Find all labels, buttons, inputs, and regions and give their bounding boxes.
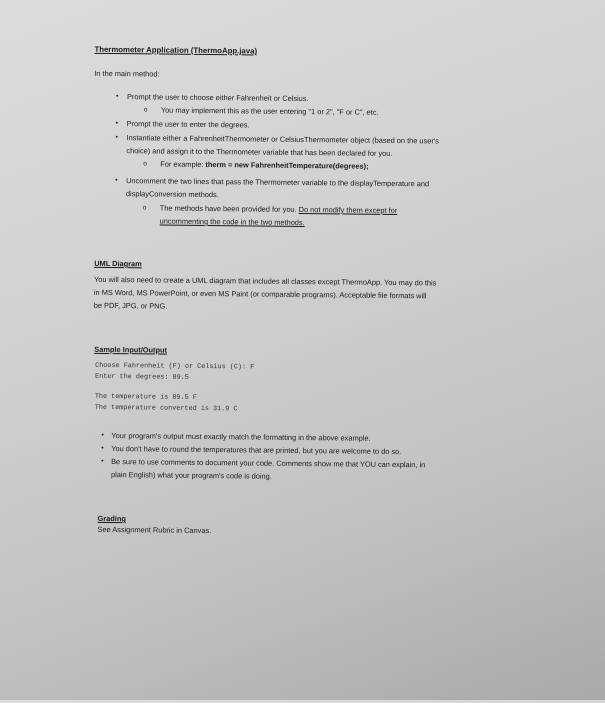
list-item-choose-scale: Prompt the user to choose either Fahrenheit or Celsius.: [126, 92, 309, 104]
example-prefix: For example:: [160, 159, 206, 169]
bullet-marker: •: [101, 444, 104, 452]
uml-heading: UML Diagram: [94, 258, 142, 269]
bullet-marker: •: [115, 120, 119, 128]
bullet-marker: •: [101, 431, 104, 439]
list-item-uncomment-line2: displayConversion methods.: [125, 189, 219, 200]
note-exact-format: Your program's output must exactly match the formatting in the above example.: [111, 431, 371, 443]
sub-bullet-marker: o: [143, 160, 147, 168]
grading-text: See Assignment Rubric in Canvas.: [97, 524, 212, 536]
intro-text: In the main method:: [94, 68, 160, 79]
sample-code-line2: Enter the degrees: 89.5: [95, 372, 189, 382]
uml-text-line2: in MS Word, MS PowerPoint, or even MS Paint (or comparable programs). Acceptable file formats will: [93, 287, 427, 301]
sub-bullet-marker: o: [143, 106, 148, 114]
list-item-enter-degrees: Prompt the user to enter the degrees.: [126, 119, 250, 130]
sample-code-line4: The temperature converted is 31.9 C: [94, 403, 238, 414]
bullet-marker: •: [101, 457, 104, 465]
sub-item-methods-note-line2: uncommenting the code in the two methods.: [159, 216, 305, 228]
sample-code-line3: The temperature is 89.5 F: [94, 392, 197, 402]
bullet-marker: •: [115, 93, 119, 101]
uml-text-line1: You will also need to create a UML diagram that includes all classes except ThermoApp. You may do this: [94, 274, 437, 288]
sample-code-line1: Choose Fahrenheit (F) or Celsius (C): F: [95, 361, 255, 372]
sub-bullet-marker: o: [142, 204, 147, 212]
note-comments-line2: plain English) what your program's code is doing.: [110, 470, 272, 481]
list-item-instantiate-line1: Instantiate either a FahrenheitThermometer or CelsiusThermometer object (based on the user's: [126, 133, 439, 146]
grading-heading: Grading: [97, 513, 126, 524]
list-item-instantiate-line2: choice) and assign it to the Thermometer variable that has been declared for you.: [126, 146, 393, 158]
note-comments-line1: Be sure to use comments to document your code. Comments show me that YOU can explain, in: [111, 457, 426, 470]
list-item-uncomment-line1: Uncomment the two lines that pass the Thermometer variable to the displayTemperature and: [126, 176, 430, 189]
methods-note-underlined: Do not modify them except for: [298, 204, 398, 216]
sub-item-implementation-hint: You may implement this as the user entering "1 or 2", "F or C", etc.: [160, 105, 379, 117]
sub-item-example: [160, 160, 368, 171]
sample-heading: Sample Input/Output: [94, 344, 168, 355]
uml-text-line3: be PDF, JPG, or PNG.: [93, 300, 168, 311]
bullet-marker: •: [115, 134, 119, 142]
methods-note-plain: The methods have been provided for you.: [159, 203, 299, 214]
sub-item-methods-note-line1: [160, 204, 398, 215]
bullet-marker: •: [115, 177, 118, 185]
page-title: Thermometer Application (ThermoApp.java): [94, 44, 258, 56]
note-rounding: You don't have to round the temperatures that are printed, but you are welcome to do so.: [111, 444, 402, 457]
example-code: therm = new FahrenheitTemperature(degrees);: [205, 159, 369, 171]
